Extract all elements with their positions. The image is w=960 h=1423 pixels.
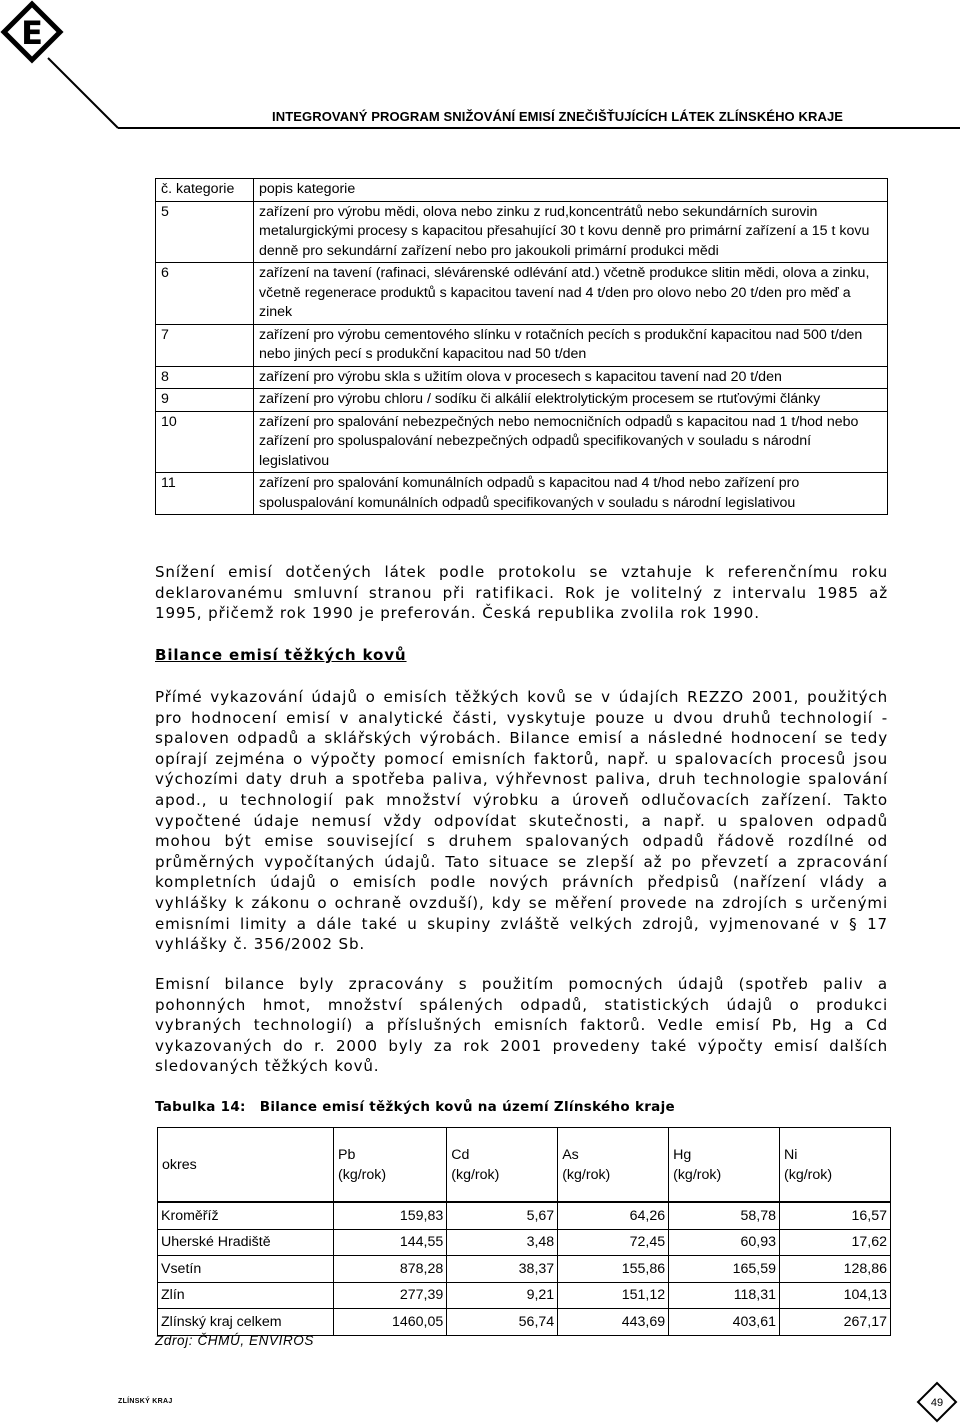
table-caption-title: Bilance emisí těžkých kovů na území Zlínského kraje — [259, 1099, 675, 1115]
header-hg — [669, 1128, 780, 1203]
table-row — [156, 366, 888, 389]
value-as: 151,12 — [558, 1282, 669, 1309]
header-cd — [447, 1128, 558, 1203]
district-name: Zlín — [158, 1282, 334, 1309]
value-pb: 1460,05 — [334, 1309, 447, 1336]
table-row — [156, 411, 888, 473]
value-pb: 277,39 — [334, 1282, 447, 1309]
category-number: 6 — [156, 263, 254, 325]
paragraph-heavy-metals: Přímé vykazování údajů o emisích těžkých kovů se v údajích REZZO 2001, použitých pro hodnocení emisí v analytické části, vyskytuje pouze u dvou druhů technologií - spaloven odpadů a sklářských výrobách. Bilance emisí a následné hodnocení se tedy opírají zejména o výpočty pomocí emisních faktorů, např. u spalovacích procesů jsou výchozími daty druh a spotřeba paliva, výhřevnost paliva, druh technologie spalování apod., u technologií pak množství výrobku a úroveň odlučovacích zařízení. Takto vypočtené údaje nemusí vždy odpovídat skutečnosti, a např. u spaloven odpadů mohou být emise související s druhem spalovaných odpadů řádově rozdílné od průměrných vypočítaných údajů. Tato situace se zlepší až po převzetí a zpracování kompletních údajů o emisích podle nových právních předpisů (nařízení vlády a vyhlášky k zákonu o ochraně ovzduší), kdy se měření provede na zdrojích s určenými emisními limity a dále také u skupiny zvláště velkých zdrojů, vyjmenované v § 17 vyhlášky č. 356/2002 Sb. — [155, 688, 888, 954]
footer-region: ZLÍNSKÝ KRAJ — [118, 1398, 173, 1405]
category-number: 9 — [156, 389, 254, 412]
value-cd: 9,21 — [447, 1282, 558, 1309]
table-row — [158, 1229, 891, 1256]
value-as: 443,69 — [558, 1309, 669, 1336]
table-row — [158, 1256, 891, 1283]
value-as: 155,86 — [558, 1256, 669, 1283]
header-label: Hg — [673, 1146, 692, 1163]
page-number-badge — [916, 1381, 958, 1423]
value-ni: 128,86 — [780, 1256, 891, 1283]
header-unit: (kg/rok) — [784, 1166, 833, 1183]
value-hg: 58,78 — [669, 1202, 780, 1229]
category-number: 10 — [156, 411, 254, 473]
category-description: zařízení pro výrobu skla s užitím olova v procesech s kapacitou tavení nad 20 t/den — [254, 366, 888, 389]
table-row — [156, 473, 888, 515]
category-number: 11 — [156, 473, 254, 515]
header-district — [158, 1128, 334, 1203]
header-label: As — [562, 1146, 579, 1163]
header-unit: (kg/rok) — [562, 1166, 611, 1183]
table-caption — [155, 1099, 675, 1115]
header-ni — [780, 1128, 891, 1203]
logo-letter: E — [21, 14, 43, 52]
value-as: 64,26 — [558, 1202, 669, 1229]
header-as — [558, 1128, 669, 1203]
value-as: 72,45 — [558, 1229, 669, 1256]
value-ni: 104,13 — [780, 1282, 891, 1309]
category-description: zařízení pro spalování nebezpečných nebo nemocničních odpadů s kapacitou nad 1 t/hod nebo zařízení pro spoluspalování nebezpečných odpadů specifikovaných v souladu s národní legislativou — [254, 411, 888, 473]
header-title: INTEGROVANÝ PROGRAM SNIŽOVÁNÍ EMISÍ ZNEČIŠŤUJÍCÍCH LÁTEK ZLÍNSKÉHO KRAJE — [272, 109, 844, 124]
enviros-logo — [0, 0, 130, 135]
value-cd: 5,67 — [447, 1202, 558, 1229]
table-row — [158, 1282, 891, 1309]
district-name: Vsetín — [158, 1256, 334, 1283]
table-row — [158, 1202, 891, 1229]
table-row — [156, 263, 888, 325]
category-description: zařízení pro výrobu mědi, olova nebo zinku z rud,koncentrátů nebo sekundárních surovin metalurgickými procesy s kapacitou přesahující 30 t kovu denně pro primární zařízení a 15 t kovu denně pro sekundární zařízení nebo pro jakoukoli primární produkci mědi — [254, 201, 888, 263]
value-hg: 403,61 — [669, 1309, 780, 1336]
value-cd: 3,48 — [447, 1229, 558, 1256]
category-number: 8 — [156, 366, 254, 389]
value-cd: 56,74 — [447, 1309, 558, 1336]
emission-table — [157, 1127, 891, 1336]
category-table — [155, 178, 888, 515]
value-hg: 60,93 — [669, 1229, 780, 1256]
category-description: zařízení na tavení (rafinaci, slévárenské odlévání atd.) včetně produkce slitin mědi, olova a zinku, včetně regenerace produktů s kapacitou tavení nad 4 t/den pro olovo nebo 20 t/den pro měď a zinek — [254, 263, 888, 325]
value-cd: 38,37 — [447, 1256, 558, 1283]
category-description: zařízení pro výrobu chloru / sodíku či alkálií elektrolytickým procesem se rtuťovými články — [254, 389, 888, 412]
value-pb: 878,28 — [334, 1256, 447, 1283]
table-row — [156, 201, 888, 263]
table-source: Zdroj: ČHMÚ, ENVIROS — [155, 1333, 315, 1348]
header-unit: (kg/rok) — [451, 1166, 500, 1183]
header-pb — [334, 1128, 447, 1203]
value-ni: 17,62 — [780, 1229, 891, 1256]
header-unit: (kg/rok) — [338, 1166, 387, 1183]
header-category-description: popis kategorie — [254, 179, 888, 202]
category-description: zařízení pro spalování komunálních odpadů s kapacitou nad 4 t/hod nebo zařízení pro spoluspalování komunálních odpadů specifikovaných v souladu s národní legislativou — [254, 473, 888, 515]
category-number: 7 — [156, 324, 254, 366]
header-label: Ni — [784, 1146, 798, 1163]
value-hg: 165,59 — [669, 1256, 780, 1283]
value-ni: 16,57 — [780, 1202, 891, 1229]
page-number: 49 — [930, 1397, 944, 1409]
table-row — [156, 389, 888, 412]
category-description: zařízení pro výrobu cementového slínku v rotačních pecích s produkční kapacitou nad 500 t/den nebo jiných pecí s produkční kapacitou nad 50 t/den — [254, 324, 888, 366]
section-heading: Bilance emisí těžkých kovů — [155, 646, 407, 664]
value-hg: 118,31 — [669, 1282, 780, 1309]
table-caption-label: Tabulka 14: — [155, 1099, 246, 1115]
category-table-header — [156, 179, 888, 202]
value-pb: 159,83 — [334, 1202, 447, 1229]
value-ni: 267,17 — [780, 1309, 891, 1336]
header-category-number: č. kategorie — [156, 179, 254, 202]
header-label: Pb — [338, 1146, 356, 1163]
header-label: Cd — [451, 1146, 470, 1163]
paragraph-reference-year: Snížení emisí dotčených látek podle protokolu se vztahuje k referenčnímu roku deklarovanému smluvní stranou při ratifikaci. Rok je volitelný z intervalu 1985 až 1995, přičemž rok 1990 je preferován. Česká republika zvolila rok 1990. — [155, 563, 888, 623]
value-pb: 144,55 — [334, 1229, 447, 1256]
paragraph-emission-balance: Emisní bilance byly zpracovány s použitím pomocných údajů (spotřeb paliv a pohonných hmot, množství spálených odpadů, statistických údajů o produkci vybraných technologií) a příslušných emisních faktorů. Vedle emisí Pb, Hg a Cd vykazovaných do r. 2000 byly za rok 2001 provedeny také výpočty emisí dalších sledovaných těžkých kovů. — [155, 975, 888, 1076]
district-name: Uherské Hradiště — [158, 1229, 334, 1256]
header-unit: (kg/rok) — [673, 1166, 722, 1183]
district-name: Kroměříž — [158, 1202, 334, 1229]
table-row — [156, 324, 888, 366]
header-rule — [118, 127, 960, 129]
table-row-total — [158, 1309, 891, 1336]
emission-table-header — [158, 1128, 891, 1203]
district-name: Zlínský kraj celkem — [158, 1309, 334, 1336]
header-district-label: okres — [162, 1156, 197, 1173]
category-number: 5 — [156, 201, 254, 263]
